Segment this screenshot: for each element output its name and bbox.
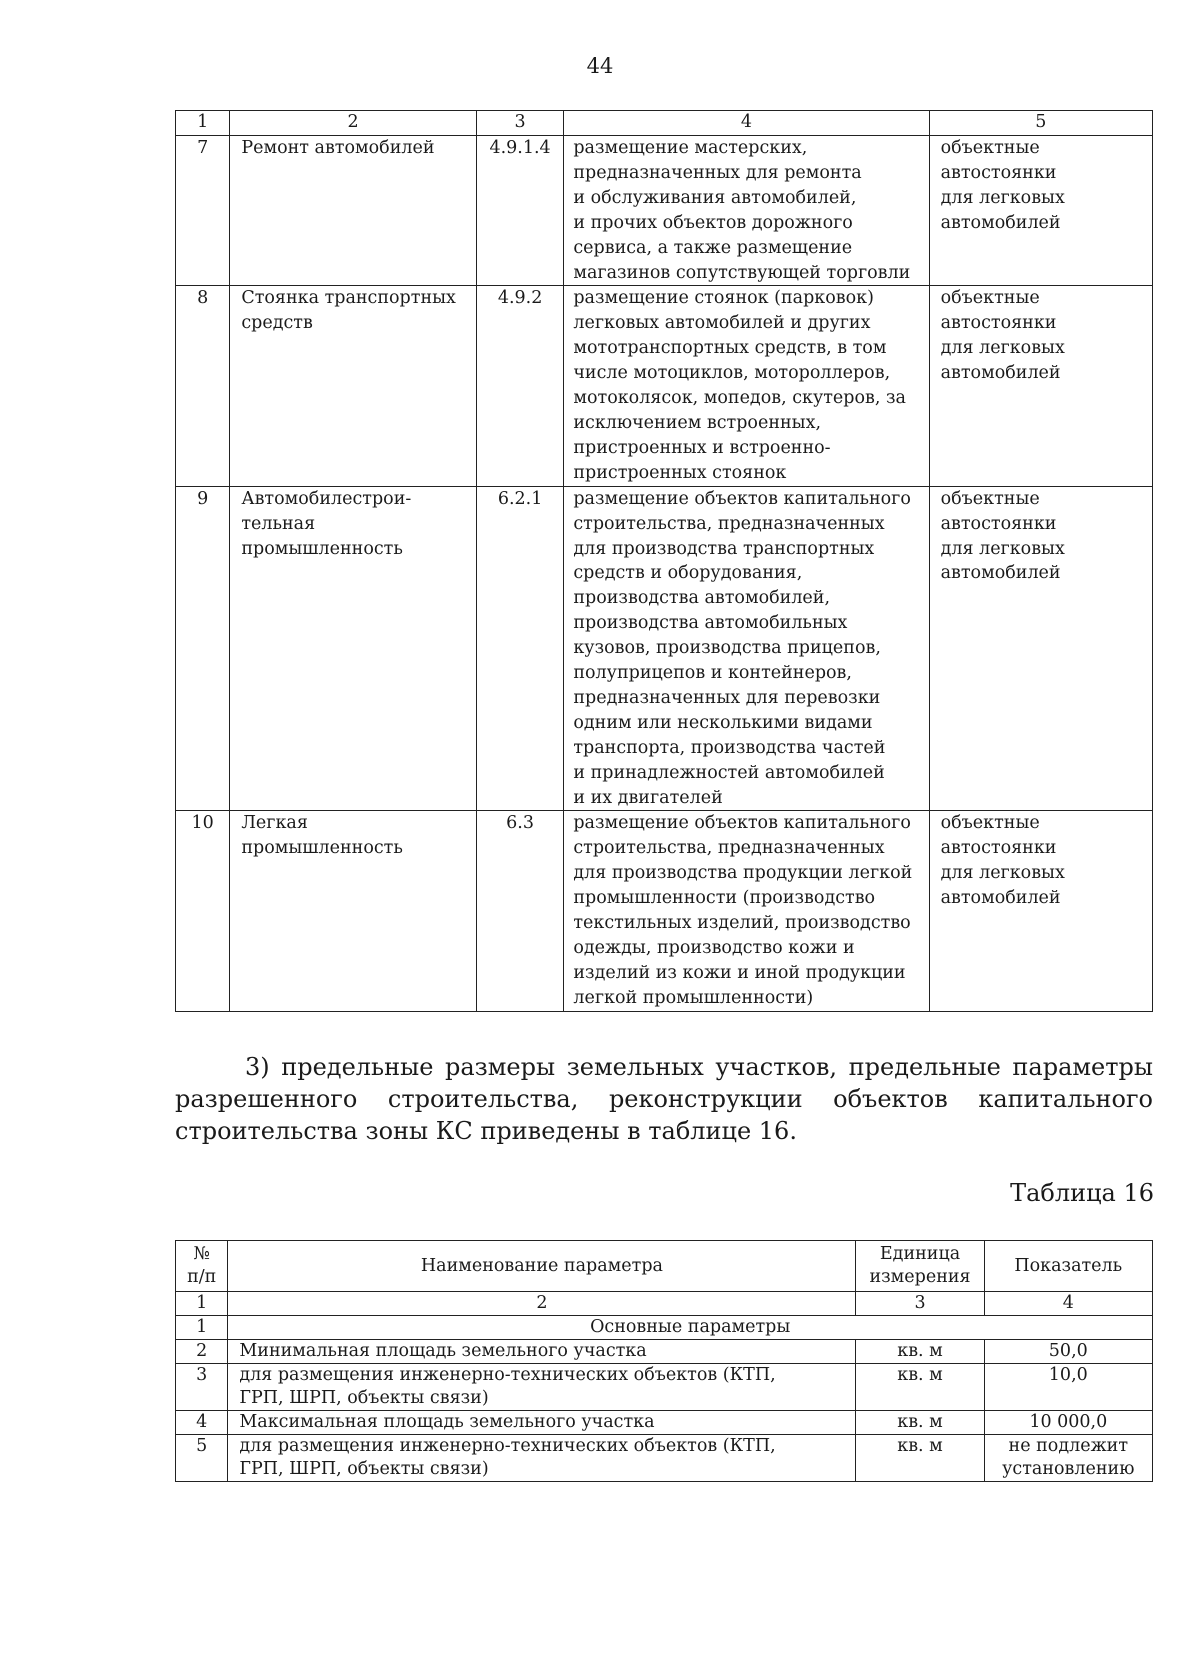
parameter-name-line: для размещения инженерно-технических объектов (КТП,: [239, 1365, 776, 1385]
unit-value: кв. м: [856, 1411, 984, 1435]
unit-value: кв. м: [856, 1435, 984, 1482]
land-use-name-line: Стоянка транспортных: [241, 288, 456, 309]
parking-note-line: автомобилей: [940, 563, 1061, 584]
parameter-value-line: установлению: [1002, 1459, 1135, 1479]
description-line: и прочих объектов дорожного: [573, 212, 853, 233]
table-row: [176, 1364, 1153, 1411]
column-number-4: 4: [564, 111, 929, 136]
row-number: 2: [176, 1340, 228, 1364]
description-line: строительства, предназначенных: [573, 838, 885, 859]
description-line: и обслуживания автомобилей,: [573, 187, 857, 208]
column-number-5: 5: [929, 111, 1152, 136]
row-number: 8: [176, 286, 230, 486]
land-use-description: [564, 136, 929, 286]
land-use-name: [230, 286, 477, 486]
land-use-code: 6.2.1: [476, 486, 564, 811]
section-title: Основные параметры: [228, 1316, 1153, 1340]
description-line: мотоколясок, мопедов, скутеров, за: [573, 388, 906, 409]
land-use-name-line: промышленность: [241, 838, 403, 859]
paragraph-line: разрешенного строительства, реконструкции объектов капитального: [175, 1085, 1153, 1113]
description-line: пристроенных и встроенно-: [573, 437, 831, 458]
table-row: [176, 486, 1153, 811]
description-line: мототранспортных средств, в том: [573, 338, 887, 359]
header-number: [176, 1241, 228, 1292]
land-use-name-line: промышленность: [241, 538, 403, 559]
table-numbering-row: [176, 1292, 1153, 1316]
parking-note: [929, 286, 1152, 486]
description-line: одним или несколькими видами: [573, 712, 873, 733]
description-line: для производства транспортных: [573, 538, 875, 559]
unit-value: кв. м: [856, 1364, 984, 1411]
description-line: изделий из кожи и иной продукции: [573, 962, 906, 983]
parking-note-line: объектные: [940, 138, 1040, 158]
land-use-code: 6.3: [476, 811, 564, 1011]
land-use-code: 4.9.2: [476, 286, 564, 486]
parameter-value-line: не подлежит: [1008, 1436, 1129, 1456]
description-line: производства автомобилей,: [573, 588, 831, 609]
parameter-name: [228, 1435, 856, 1482]
column-number-2: 2: [230, 111, 477, 136]
numbering-cell: 3: [856, 1292, 984, 1316]
table-row: [176, 286, 1153, 486]
land-use-table: [175, 110, 1153, 1012]
parking-note-line: автостоянки: [940, 838, 1057, 859]
description-line: транспорта, производства частей: [573, 737, 886, 758]
body-paragraph: [175, 1051, 1153, 1147]
table-row: [176, 1435, 1153, 1482]
parking-note-line: автомобилей: [940, 212, 1061, 233]
description-line: производства автомобильных: [573, 613, 848, 634]
land-use-description: [564, 486, 929, 811]
description-line: исключением встроенных,: [573, 412, 822, 433]
header-parameter-name: Наименование параметра: [228, 1241, 856, 1292]
land-use-name-line: тельная: [241, 513, 316, 534]
row-number: 9: [176, 486, 230, 811]
table-row: [176, 1340, 1153, 1364]
table-row: [176, 136, 1153, 286]
row-number: 5: [176, 1435, 228, 1482]
land-use-name-line: Автомобилестрои-: [241, 488, 412, 509]
header-unit-line: измерения: [869, 1267, 971, 1287]
parameter-value: [984, 1340, 1152, 1364]
description-line: размещение объектов капитального: [573, 488, 911, 509]
header-value: Показатель: [984, 1241, 1152, 1292]
parameter-name-line: ГРП, ШРП, объекты связи): [239, 1459, 489, 1479]
numbering-cell: 4: [984, 1292, 1152, 1316]
description-line: сервиса, а также размещение: [573, 237, 853, 258]
unit-value: кв. м: [856, 1340, 984, 1364]
parameter-value-line: 10,0: [1048, 1365, 1088, 1385]
description-line: и принадлежностей автомобилей: [573, 762, 885, 783]
description-line: предназначенных для перевозки: [573, 687, 881, 708]
row-number: 4: [176, 1411, 228, 1435]
description-line: средств и оборудования,: [573, 563, 803, 584]
header-unit: [856, 1241, 984, 1292]
column-number-1: 1: [176, 111, 230, 136]
page-number: 44: [586, 54, 614, 78]
description-line: пристроенных стоянок: [573, 462, 787, 483]
table-header-row: [176, 111, 1153, 136]
parking-note-line: автостоянки: [940, 162, 1057, 183]
description-line: легковых автомобилей и других: [573, 313, 871, 334]
parking-note-line: для легковых: [940, 187, 1065, 208]
description-line: полуприцепов и контейнеров,: [573, 663, 852, 684]
parameter-name-line: Минимальная площадь земельного участка: [239, 1341, 647, 1361]
parking-note-line: для легковых: [940, 538, 1065, 559]
land-use-name-line: средств: [241, 313, 313, 334]
description-line: размещение объектов капитального: [573, 813, 911, 834]
parking-note-line: для легковых: [940, 338, 1065, 359]
parameters-table: [175, 1240, 1153, 1482]
parking-note: [929, 486, 1152, 811]
numbering-cell: 2: [228, 1292, 856, 1316]
parking-note-line: автомобилей: [940, 888, 1061, 909]
parking-note: [929, 136, 1152, 286]
parking-note-line: автомобилей: [940, 363, 1061, 384]
description-line: кузовов, производства прицепов,: [573, 638, 881, 659]
section-row: [176, 1316, 1153, 1340]
land-use-code: 4.9.1.4: [476, 136, 564, 286]
parameter-value: [984, 1411, 1152, 1435]
description-line: и их двигателей: [573, 787, 723, 808]
table-row: [176, 1411, 1153, 1435]
row-number: 3: [176, 1364, 228, 1411]
parameter-name: [228, 1340, 856, 1364]
description-line: промышленности (производство: [573, 888, 876, 909]
land-use-table-body: [176, 136, 1153, 1012]
row-number: 10: [176, 811, 230, 1011]
description-line: предназначенных для ремонта: [573, 162, 862, 183]
column-number-3: 3: [476, 111, 564, 136]
land-use-name: [230, 486, 477, 811]
description-line: размещение мастерских,: [573, 138, 808, 158]
parameter-value: [984, 1364, 1152, 1411]
parking-note-line: объектные: [940, 813, 1040, 834]
land-use-name: [230, 136, 477, 286]
description-line: магазинов сопутствующей торговли: [573, 262, 911, 283]
parameters-table-body: [176, 1340, 1153, 1482]
parameter-name-line: Максимальная площадь земельного участка: [239, 1412, 655, 1432]
parameter-name-line: для размещения инженерно-технических объектов (КТП,: [239, 1436, 776, 1456]
header-number-line: п/п: [187, 1267, 217, 1287]
description-line: легкой промышленности): [573, 987, 814, 1008]
land-use-description: [564, 286, 929, 486]
land-use-description: [564, 811, 929, 1011]
table-header-row: [176, 1241, 1153, 1292]
description-line: одежды, производство кожи и: [573, 938, 855, 958]
land-use-name-line: Ремонт автомобилей: [241, 138, 435, 158]
parking-note-line: для легковых: [940, 863, 1065, 884]
parameter-value-line: 10 000,0: [1029, 1412, 1108, 1432]
description-line: строительства, предназначенных: [573, 513, 885, 534]
section-number: 1: [176, 1316, 228, 1340]
description-line: размещение стоянок (парковок): [573, 288, 874, 309]
numbering-cell: 1: [176, 1292, 228, 1316]
description-line: числе мотоциклов, мотороллеров,: [573, 363, 891, 384]
parking-note: [929, 811, 1152, 1011]
parameter-value: [984, 1435, 1152, 1482]
table-row: [176, 811, 1153, 1011]
table-caption: Таблица 16: [1010, 1179, 1154, 1207]
parking-note-line: автостоянки: [940, 313, 1057, 334]
description-line: для производства продукции легкой: [573, 863, 913, 884]
parking-note-line: объектные: [940, 488, 1040, 509]
parameter-name: [228, 1411, 856, 1435]
land-use-name: [230, 811, 477, 1011]
paragraph-line: строительства зоны КС приведены в таблице 16.: [175, 1117, 797, 1145]
row-number: 7: [176, 136, 230, 286]
parameter-name-line: ГРП, ШРП, объекты связи): [239, 1388, 489, 1408]
description-line: текстильных изделий, производство: [573, 913, 911, 934]
parking-note-line: автостоянки: [940, 513, 1057, 534]
parameter-name: [228, 1364, 856, 1411]
paragraph-line: 3) предельные размеры земельных участков, предельные параметры: [245, 1053, 1153, 1081]
parking-note-line: объектные: [940, 288, 1040, 309]
header-number-line: №: [193, 1244, 210, 1264]
land-use-name-line: Легкая: [241, 813, 308, 834]
header-unit-line: Единица: [879, 1244, 961, 1264]
parameter-value-line: 50,0: [1048, 1341, 1088, 1361]
